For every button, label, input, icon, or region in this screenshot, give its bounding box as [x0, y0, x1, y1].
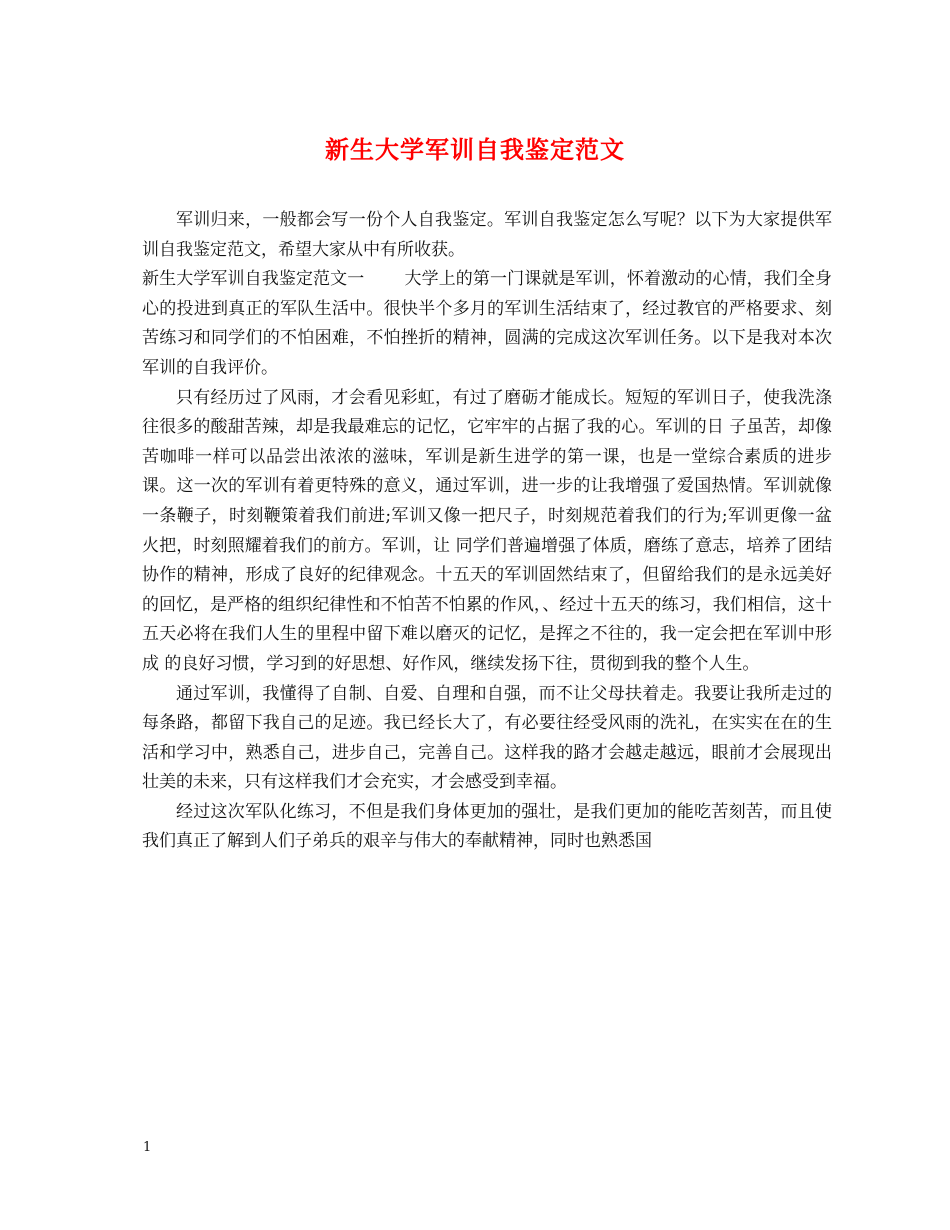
- section-heading: 新生大学军训自我鉴定范文一: [142, 269, 365, 290]
- document-body: [142, 206, 832, 857]
- intro-paragraph: 军训归来，一般都会写一份个人自我鉴定。军训自我鉴定怎么写呢？以下为大家提供军训自我鉴定范文，希望大家从中有所收获。: [142, 210, 832, 260]
- section-first-text: 大学上的第一门课就是军训，怀着激动的心情，我们全身心的投进到真正的军队生活中。很快半个多月的军训生活结束了，经过教官的严格要求、刻苦练习和同学们的不怕困难，不怕挫折的精神，圆满的完成这次军训任务。以下是我对本次军训的自我评价。: [142, 269, 833, 378]
- page-number: 1: [143, 1140, 152, 1155]
- body-paragraph-2: 只有经历过了风雨，才会看见彩虹，有过了磨砺才能成长。短短的军训日子，使我洗涤往很多的酸甜苦辣，却是我最难忘的记忆，它牢牢的占据了我的心。军训的日 子虽苦，却像苦咖啡一样可以品尝出浓浓的滋味，军训是新生进学的第一课，也是一堂综合素质的进步课。这一次的军训有着更特殊的意义，通过军训，进一步的让我增强了爱国热情。军训就像一条鞭子，时刻鞭策着我们前进;军训又像一把尺子，时刻规范着我们的行为;军训更像一盆火把，时刻照耀着我们的前方。军训，让 同学们普遍增强了体质，磨练了意志，培养了团结协作的精神，形成了良好的纪律观念。十五天的军训固然结束了，但留给我们的是永远美好的回忆，是严格的组织纪律性和不怕苦不怕累的作风，、经过十五天的练习，我们相信，这十五天必将在我们人生的里程中留下难以磨灭的记忆，是挥之不往的，我一定会把在军训中形成 的良好习惯，学习到的好思想、好作风，继续发扬下往，贯彻到我的整个人生。: [142, 387, 832, 674]
- body-paragraph-3: 通过军训，我懂得了自制、自爱、自理和自强，而不让父母扶着走。我要让我所走过的每条路，都留下我自己的足迹。我已经长大了，有必要往经受风雨的洗礼，在实实在在的生活和学习中，熟悉自己，进步自己，完善自己。这样我的路才会越走越远，眼前才会展现出壮美的未来，只有这样我们才会充实，才会感受到幸福。: [142, 683, 832, 793]
- body-paragraph-4: 经过这次军队化练习，不但是我们身体更加的强壮，是我们更加的能吃苦刻苦，而且使我们真正了解到人们子弟兵的艰辛与伟大的奉献精神，同时也熟悉国: [142, 801, 832, 852]
- section-one-paragraph: [142, 265, 832, 383]
- document-title: 新生大学军训自我鉴定范文: [325, 135, 625, 164]
